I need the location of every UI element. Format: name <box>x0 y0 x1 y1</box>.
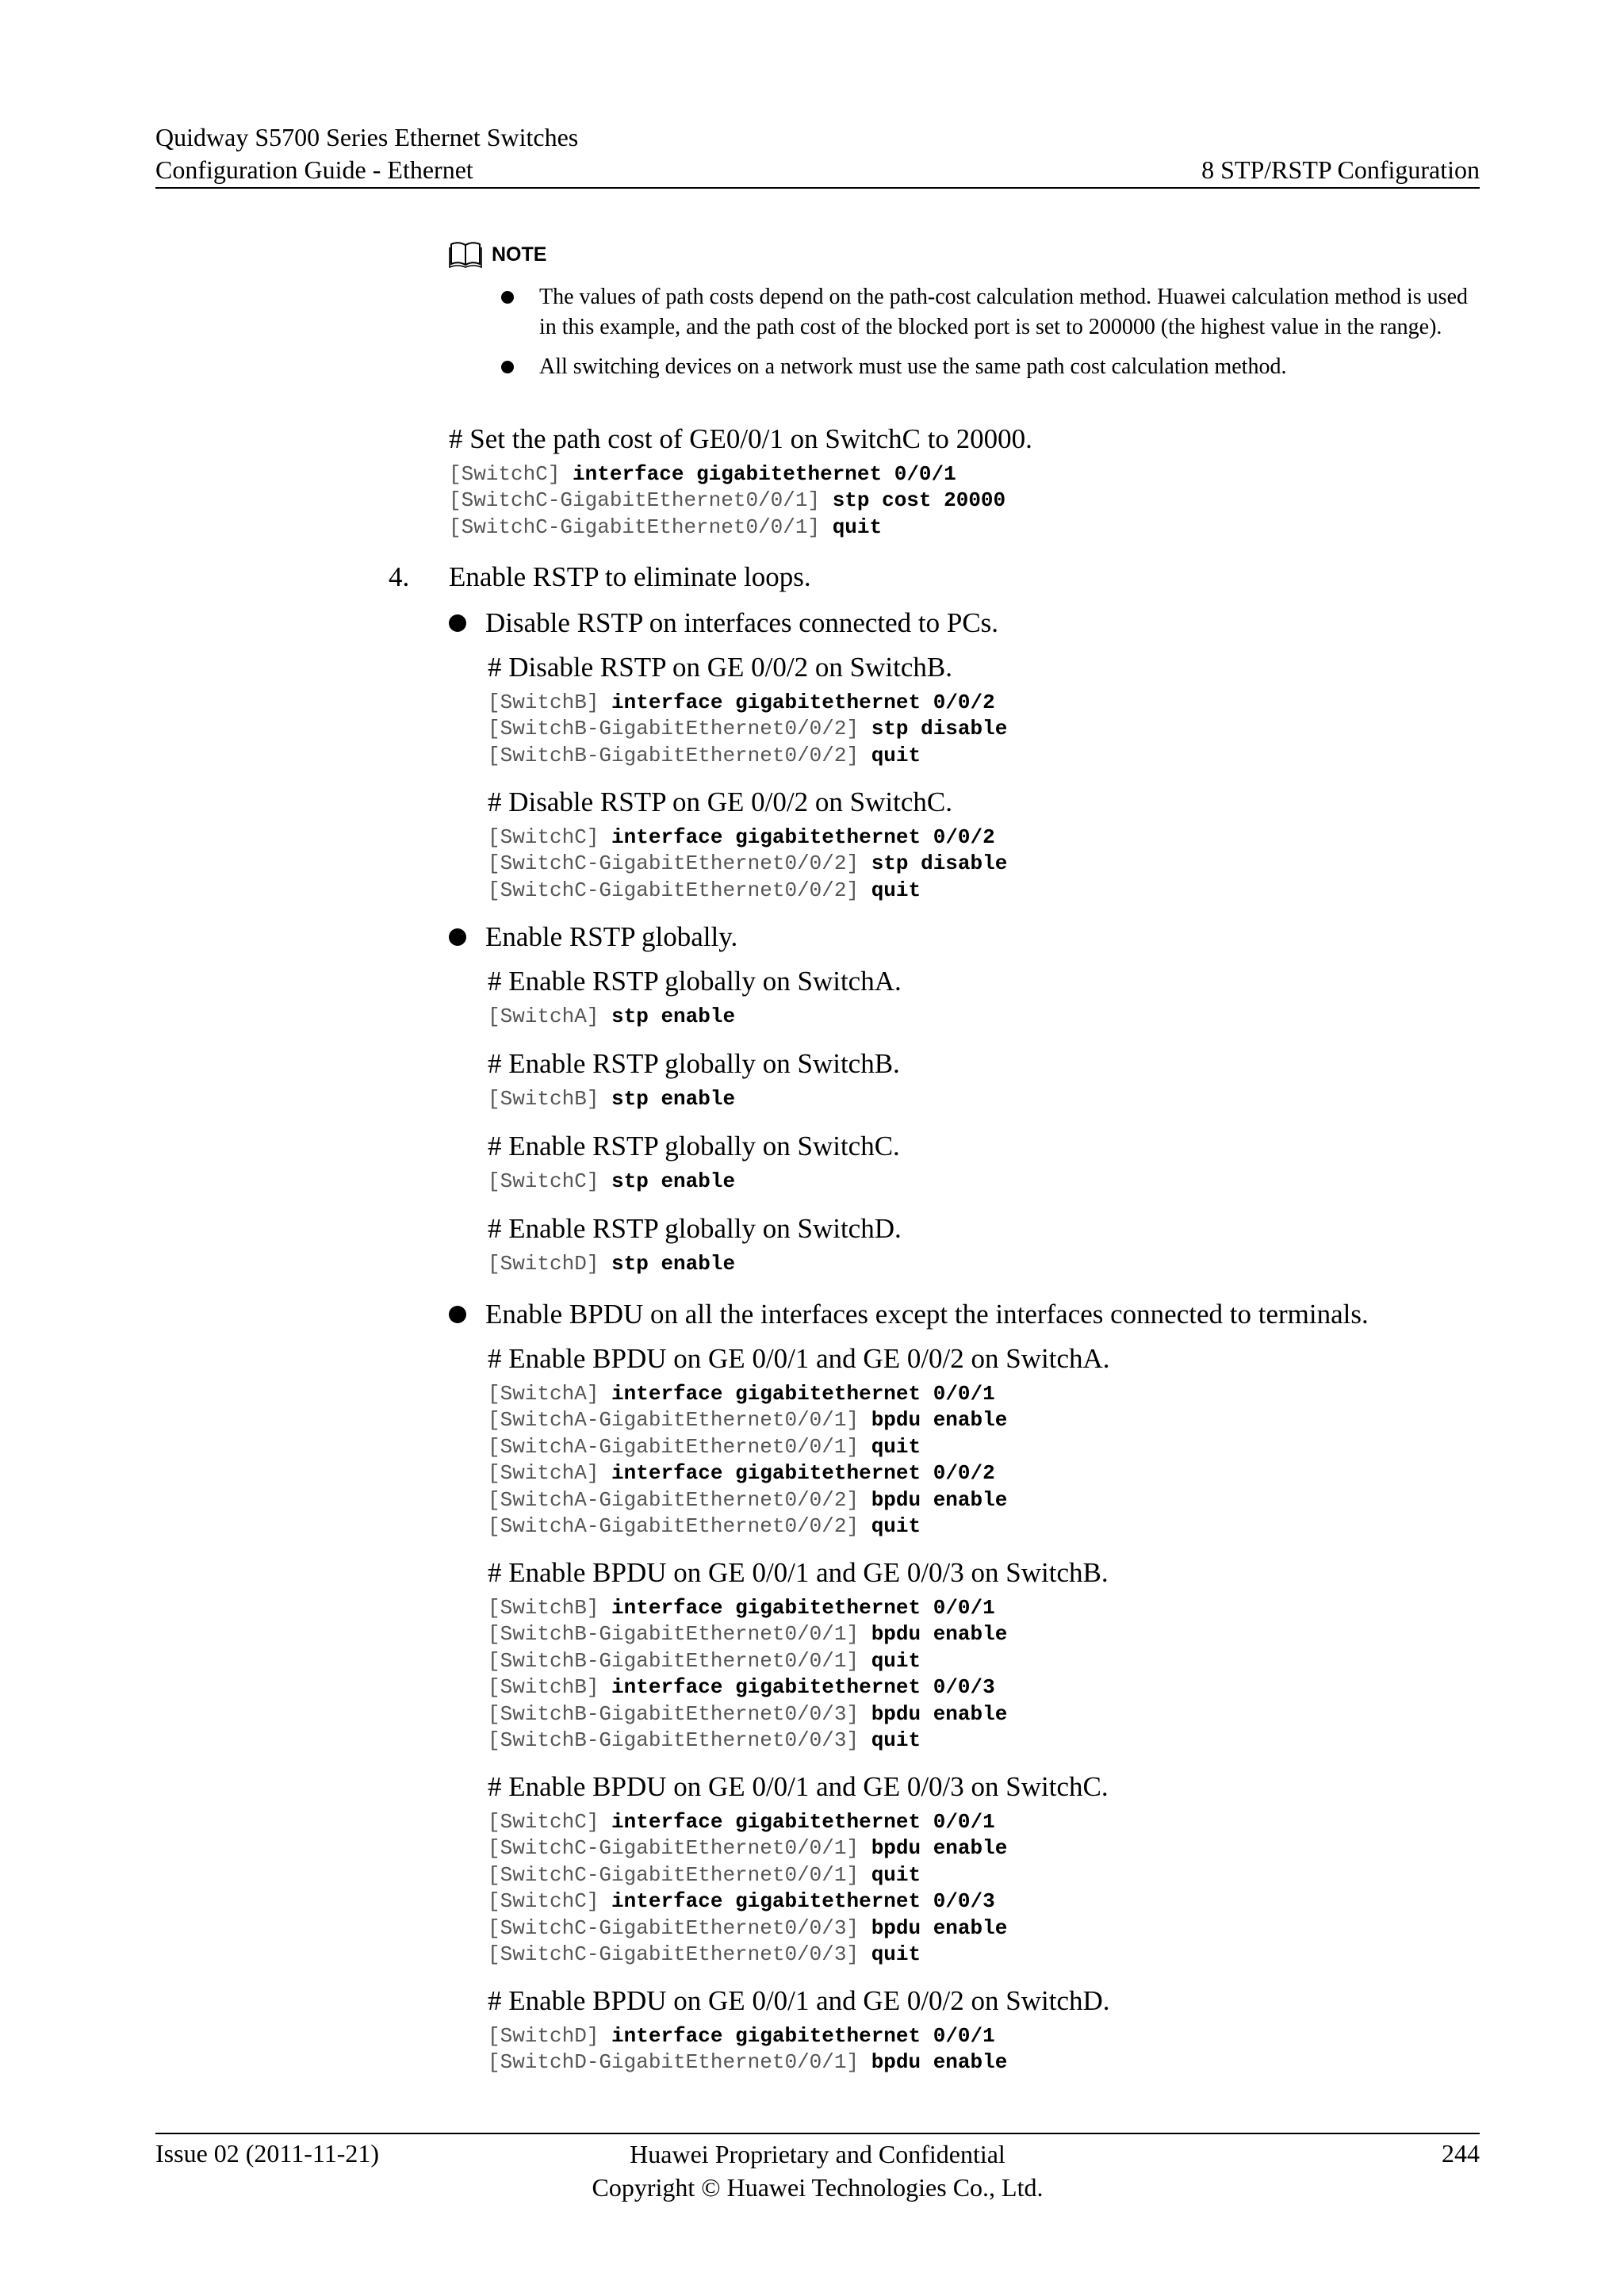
code-line: [SwitchB] interface gigabitethernet 0/0/3 <box>488 1675 995 1700</box>
bullet-icon <box>449 614 466 632</box>
code-line: [SwitchB-GigabitEthernet0/0/2] quit <box>488 743 921 767</box>
code-line: [SwitchB-GigabitEthernet0/0/1] quit <box>488 1648 921 1673</box>
bullet-disable-rstp: Disable RSTP on interfaces connected to PCs. <box>449 606 998 641</box>
code-line: [SwitchB-GigabitEthernet0/0/1] bpdu enable <box>488 1622 1008 1647</box>
code-line: [SwitchA-GigabitEthernet0/0/1] bpdu enable <box>488 1408 1008 1433</box>
book-icon <box>449 240 482 269</box>
code-line: [SwitchB] interface gigabitethernet 0/0/1 <box>488 1596 995 1620</box>
code-line: [SwitchB-GigabitEthernet0/0/3] bpdu enable <box>488 1701 1008 1726</box>
note-item-1: The values of path costs depend on the path-cost calculation method. Huawei calculation method is used in this example, and the path cost of the blocked port is set to 200000 (the highest value in the range). <box>449 282 1488 342</box>
footer-issue: Issue 02 (2011-11-21) <box>155 2139 380 2168</box>
body-text: # Enable BPDU on GE 0/0/1 and GE 0/0/2 on SwitchA. <box>488 1343 1110 1374</box>
step-title: Enable RSTP to eliminate loops. <box>449 561 811 592</box>
page-number: 244 <box>1442 2139 1480 2168</box>
code-line: [SwitchC-GigabitEthernet0/0/2] stp disable <box>488 851 1008 876</box>
enable-switchb-block <box>488 1047 900 1112</box>
code-line: [SwitchC-GigabitEthernet0/0/3] bpdu enable <box>488 1915 1008 1940</box>
code-line: [SwitchC] interface gigabitethernet 0/0/2 <box>488 825 995 849</box>
body-text: # Disable RSTP on GE 0/0/2 on SwitchC. <box>488 786 952 817</box>
code-line: [SwitchC-GigabitEthernet0/0/3] quit <box>488 1942 921 1967</box>
body-text: # Enable BPDU on GE 0/0/1 and GE 0/0/3 on SwitchB. <box>488 1557 1109 1588</box>
body-text: # Enable RSTP globally on SwitchC. <box>488 1131 900 1161</box>
code-line: [SwitchA-GigabitEthernet0/0/2] bpdu enable <box>488 1487 1008 1512</box>
bpdu-switchb-block <box>488 1556 1109 1754</box>
note-heading <box>449 236 1488 273</box>
body-text: # Enable RSTP globally on SwitchA. <box>488 966 902 997</box>
body-text: # Disable RSTP on GE 0/0/2 on SwitchB. <box>488 652 952 683</box>
bpdu-switcha-block <box>488 1341 1110 1540</box>
page-footer <box>155 2133 1480 2202</box>
body-text: # Enable BPDU on GE 0/0/1 and GE 0/0/2 on SwitchD. <box>488 1985 1110 2016</box>
disable-switchc-block <box>488 785 1007 904</box>
code-line: [SwitchD] interface gigabitethernet 0/0/1 <box>488 2024 995 2048</box>
code-line: [SwitchC] stp enable <box>488 1169 736 1193</box>
footer-center <box>155 2137 1480 2204</box>
code-line: [SwitchC] interface gigabitethernet 0/0/1 <box>449 462 956 486</box>
footer-copyright: Copyright © Huawei Technologies Co., Ltd. <box>592 2173 1044 2202</box>
body-text: # Enable BPDU on GE 0/0/1 and GE 0/0/3 on SwitchC. <box>488 1771 1109 1802</box>
code-line: [SwitchD] stp enable <box>488 1252 736 1276</box>
step-number: 4. <box>389 561 410 592</box>
note-label: NOTE <box>492 243 547 266</box>
header-product: Quidway S5700 Series Ethernet Switches <box>155 123 579 151</box>
bpdu-switchd-block <box>488 1984 1110 2076</box>
bullet-enable-rstp: Enable RSTP globally. <box>449 920 737 955</box>
disable-switchb-block <box>488 650 1007 769</box>
note-item-2: All switching devices on a network must use the same path cost calculation method. <box>449 352 1488 382</box>
enable-switcha-block <box>488 964 902 1030</box>
code-line: [SwitchC-GigabitEthernet0/0/1] quit <box>488 1862 921 1887</box>
bullet-icon <box>449 928 466 946</box>
body-text: # Enable RSTP globally on SwitchB. <box>488 1048 900 1079</box>
body-text: # Enable RSTP globally on SwitchD. <box>488 1213 902 1244</box>
code-line: [SwitchC-GigabitEthernet0/0/2] quit <box>488 878 921 902</box>
body-text: # Set the path cost of GE0/0/1 on SwitchC to 20000. <box>449 423 1032 454</box>
header-guide: Configuration Guide - Ethernet <box>155 155 473 184</box>
bpdu-switchc-block <box>488 1770 1109 1968</box>
enable-switchd-block <box>488 1211 902 1277</box>
enable-switchc-block <box>488 1129 900 1195</box>
code-line: [SwitchB-GigabitEthernet0/0/3] quit <box>488 1728 921 1753</box>
code-line: [SwitchC-GigabitEthernet0/0/1] quit <box>449 515 883 539</box>
code-line: [SwitchC-GigabitEthernet0/0/1] stp cost 20000 <box>449 488 1006 513</box>
code-line: [SwitchB] interface gigabitethernet 0/0/2 <box>488 691 995 714</box>
code-line: [SwitchD-GigabitEthernet0/0/1] bpdu enable <box>488 2050 1008 2075</box>
footer-confidential: Huawei Proprietary and Confidential <box>630 2140 1005 2168</box>
code-line: [SwitchC] interface gigabitethernet 0/0/3 <box>488 1889 995 1914</box>
path-cost-block <box>449 422 1032 541</box>
code-line: [SwitchB-GigabitEthernet0/0/2] stp disable <box>488 717 1008 741</box>
code-line: [SwitchA-GigabitEthernet0/0/1] quit <box>488 1434 921 1459</box>
page-header <box>155 119 1480 189</box>
code-line: [SwitchB] stp enable <box>488 1087 736 1111</box>
code-line: [SwitchA] interface gigabitethernet 0/0/1 <box>488 1382 995 1406</box>
header-chapter: 8 STP/RSTP Configuration <box>1201 155 1480 184</box>
bullet-icon <box>449 1306 466 1323</box>
bullet-enable-bpdu: Enable BPDU on all the interfaces except the interfaces connected to terminals. <box>449 1297 1369 1332</box>
code-line: [SwitchC] interface gigabitethernet 0/0/1 <box>488 1810 995 1834</box>
code-line: [SwitchA] stp enable <box>488 1004 736 1028</box>
code-line: [SwitchA] interface gigabitethernet 0/0/2 <box>488 1461 995 1486</box>
code-line: [SwitchC-GigabitEthernet0/0/1] bpdu enable <box>488 1836 1008 1861</box>
code-line: [SwitchA-GigabitEthernet0/0/2] quit <box>488 1514 921 1539</box>
note-box <box>449 236 1488 382</box>
